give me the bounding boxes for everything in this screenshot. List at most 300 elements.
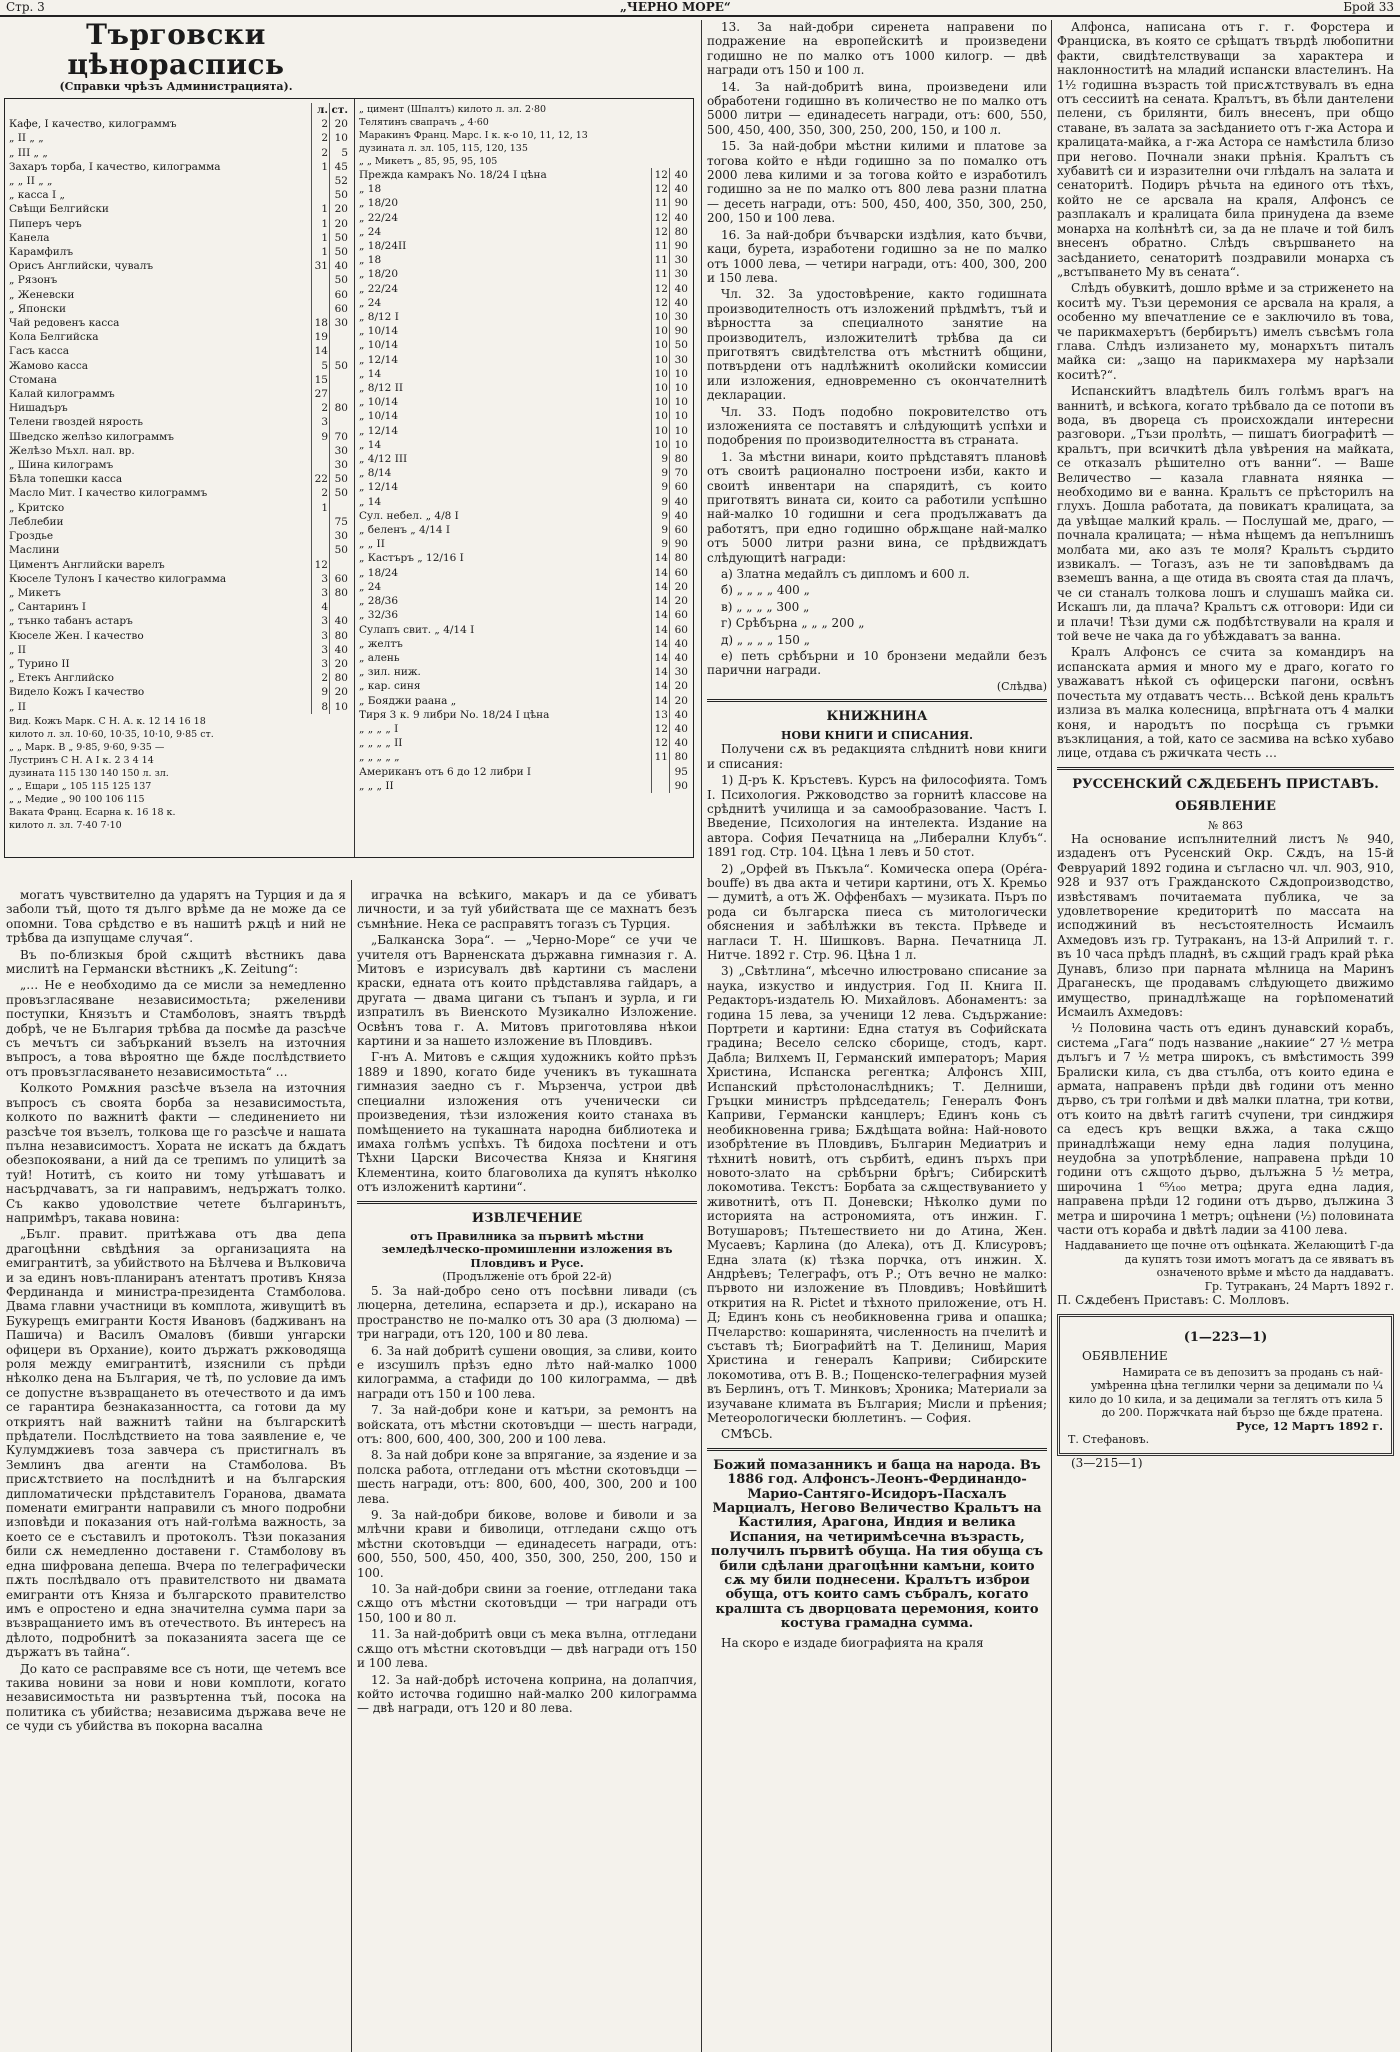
price-item-name: „ Микетъ [9,586,61,599]
price-item-name: „ 14 [359,367,382,380]
price-item-name: „ II „ „ [9,132,44,145]
price-row [359,296,689,310]
price-stotinki: 20 [329,117,349,131]
price-item-name: „ 24 [359,225,382,238]
price-row [359,509,689,523]
price-row [9,543,349,557]
price-item-name: „ „ „ „ II [359,737,403,750]
price-row [9,273,349,287]
price-row [9,231,349,245]
price-item-name: Желѣзо Мъхл. нал. вр. [9,444,135,457]
note: № 863 [1208,818,1243,832]
price-item-name: „ 18/20 [359,268,399,281]
price-row [359,381,689,395]
price-row [359,409,689,423]
price-leva: 2 [311,401,329,415]
price-item-name: „ 18/24 [359,566,399,579]
price-stotinki: 60 [329,302,349,316]
price-note-line: „ цимент (Шпалтъ) килото л. зл. 2·80 [359,104,547,115]
price-item-name: „ касса I „ [9,189,65,202]
price-stotinki: 90 [669,196,689,210]
price-item-name: „ 10/14 [359,325,399,338]
price-note-line: „ „ Марк. В „ 9·85, 9·60, 9·35 — [9,742,165,753]
price-stotinki: 20 [669,694,689,708]
price-leva [311,288,329,302]
price-list-subtitle: (Справки чрѣзъ Администрацията). [59,80,293,93]
price-item-name: Видело Кожъ I качество [9,686,145,699]
price-table-divider [354,99,355,857]
price-item-name: Стомана [9,373,57,386]
price-item-name: Пиперъ черъ [9,217,82,230]
price-row [9,558,349,572]
column-rule-3 [1051,20,1052,2052]
price-leva [311,273,329,287]
price-item-name: „ 24 [359,296,382,309]
paragraph: Слѣдъ обувкитѣ, дошло врѣме и за стриженето на коситѣ му. Тъзи церемония се арсвала на краля, а особенно му впечатление се е заключило въ това, че парикмахерътъ (бербирътъ) имелъ съвсѣмъ гола глава. Слѣдъ излизането му, монархътъ питалъ майка си: „защо на парикмахера му нарѣзали коситѣ?“. [1057,281,1394,382]
price-row [9,600,349,614]
price-stotinki: 80 [669,452,689,466]
price-row [359,637,689,651]
price-row [9,302,349,316]
price-note-line: Телятинъ свапрачъ „ 4·60 [359,117,489,128]
note: (Продълженiе отъ брой 22-й) [442,1270,612,1284]
price-table-left-header: л. ст. [9,103,349,117]
price-row [9,330,349,344]
price-item-name: „ Рязонъ [9,274,58,287]
price-row [9,700,349,714]
price-note-line: „ „ Микетъ „ 85, 95, 95, 105 [359,156,498,167]
price-leva: 12 [651,182,669,196]
price-row [359,225,689,239]
paragraph: СМѢСЬ. [721,1427,773,1442]
price-item-name: Калай килограммъ [9,388,115,401]
price-item-name: „ 12/14 [359,481,399,494]
paragraph: 11. За най-добритѣ овци съ мека вълна, отгледани сѫщо отъ мѣстни скотовъдци — двѣ награди отъ 150 и 100 лева. [357,1627,697,1671]
price-item-name: Гасъ касса [9,345,69,358]
price-row [9,643,349,657]
price-leva: 14 [651,651,669,665]
price-item-name: „ 8/12 I [359,311,399,324]
price-row [9,685,349,699]
price-stotinki [329,344,349,358]
price-item-name: „ Етекъ Английско [9,672,114,685]
price-leva: 27 [311,387,329,401]
price-leva: 9 [651,509,669,523]
price-item-name: „ 14 [359,495,382,508]
paragraph: П. Сѫдебенъ Приставъ: С. Молловъ. [1057,1293,1290,1308]
price-stotinki: 40 [669,637,689,651]
page-header [0,0,1400,14]
price-stotinki: 40 [669,282,689,296]
price-row [359,438,689,452]
price-stotinki: 80 [669,225,689,239]
price-stotinki: 40 [329,614,349,628]
price-stotinki: 10 [669,424,689,438]
price-leva: 2 [311,131,329,145]
advertisement-line: Намирата се въ депозитъ за продань съ най-умѣренна цѣна теглилки черни за децимали по ¼ кило до 10 кила, и за децимали за теглятъ отъ кила 5 до 200. Поржчката най бързо ще бѫде пратена. [1068,1365,1383,1420]
price-stotinki: 50 [329,188,349,202]
price-item-name: Свѣщи Белгийски [9,203,109,216]
price-leva: 8 [311,700,329,714]
price-leva: 9 [651,523,669,537]
price-row [359,779,689,793]
price-stotinki: 70 [669,466,689,480]
price-item-name: „ „ „ „ I [359,722,399,735]
paragraph: Алфонса, написана отъ г. г. Форстера и Франциска, въ която се срѣщатъ твърдѣ любопитни факти, свидѣтелствуващи за характера и наклонноститѣ на младий испански властелинъ. На 1½ годишна възрасть той присѫтствувалъ въ една отъ сессиитѣ на сената. Кралътъ, въ бѣли дантелени пелени, съ брилянти, билъ внесенъ, при общо ставане, въ залата за засѣданието отъ г-жа Астора и кралицата-майка, а г-жа Астора се намѣстила близо при негово. Почнали знаки прѣнія. Кралътъ съ хубавитѣ си и изразителни очи глѣдалъ на залата и сенаторитѣ. Подиръ рѣчьта на единого отъ тѣхъ, който не се арсвала на краля, Алфонсъ се разплакалъ и кралицата била принудена да вземе монарха на колѣнѣтѣ си, за да не плаче и той билъ внесенъ обратно. Слѣдъ свършването на засѣданието, сенаторитѣ поздравили монарха съ „встъпването Му въ сената“. [1057,20,1394,279]
price-leva: 5 [311,359,329,373]
price-item-name: „ II [9,700,27,713]
price-item-name: Тиря 3 к. 9 либри No. 18/24 I цѣна [359,708,550,721]
price-row [359,324,689,338]
price-leva: 22 [311,472,329,486]
price-item-name: „ зил. ниж. [359,666,421,679]
price-item-name: Захаръ торба, I качество, килограмма [9,160,221,173]
price-stotinki: 60 [669,608,689,622]
price-item-name: Сул. небел. „ 4/8 I [359,509,459,522]
price-list-box [4,98,694,858]
price-stotinki: 20 [329,685,349,699]
price-leva: 3 [311,614,329,628]
price-item-name: „ 18 [359,183,382,196]
price-row [359,196,689,210]
price-row [9,458,349,472]
price-leva: 12 [651,225,669,239]
paragraph: 12. За най-добрѣ источена коприна, на долапчия, който источва годишно най-малко 200 килограмма — двѣ награди, отъ 120 и 80 лева. [357,1672,697,1716]
price-stotinki: 90 [669,537,689,551]
price-leva: 14 [311,344,329,358]
price-leva: 14 [651,637,669,651]
price-stotinki: 50 [329,359,349,373]
price-table-left [9,103,349,714]
section-heading: ОБЯВЛЕНИЕ [1175,799,1276,815]
price-stotinki: 80 [669,750,689,764]
section-rule [1057,767,1394,770]
paragraph: Чл. 33. Подъ подобно покровителство отъ изложенията се поставятъ и слѣдующитѣ успѣхи и подобрения по производителността въ страната. [707,404,1047,448]
note: Наддаванието ще почне отъ оцѣнката. Желающитѣ Г-да да купятъ този имотъ могатъ да се явяватъ въ означеното врѣме и мѣсто да наддаватъ. [1064,1239,1394,1280]
issue-number: Брой 33 [1343,0,1394,14]
paragraph: Г-нъ А. Митовъ е сѫщия художникъ който прѣзъ 1889 и 1890, когато биде ученикъ въ тукашната гимназия заедно съ г. Мързенча, устрои двѣ специални изложения отъ ученически си произведения, тѣзи изложения които станаха въ помѣщението на тукашната народна библиотека и имаха голѣмъ успѣхъ. Тѣ бидоха посѣтени и отъ Тѣхни Царски Височества Княза и Княгиня Клементина, които благоволиха да купятъ нѣколко отъ изложенитѣ картини“. [357,1050,697,1195]
price-item-name: Масло Мит. I качество килограммъ [9,487,208,500]
price-item-name: Циментъ Английски варелъ [9,558,165,571]
price-stotinki: 45 [329,160,349,174]
price-stotinki: 80 [329,671,349,685]
paragraph: 3) „Свѣтлина“, мѣсечно илюстровано списание за наука, изкуство и индустрия. Год II. Книга II. Редакторъ-издатель Ю. Михайловъ. Абонаментъ: за година 15 лева, за ученици 12 лева. Съдържание: Портрети и картини: Една статуя въ Софийската градина; Весело селско сборище, стодъ, карт. Дабла; Вилхемъ II, Германский императоръ; Мария Христина, Испанска регентка; Алфонсъ XIII, Испанский прѣстолонаслѣдникъ; Т. Делниши, Гръцки министръ прѣдседатель; Генералъ Фонъ Каприви, Германски канцлеръ; Единъ конь съ необикновенна грива; Бѫдѣщата война: Най-новото изобрѣтение въ Пловдивъ, Българин Медиатриъ и тѣхнитѣ новитѣ, отъ сърбитѣ, единъ пърхъ при новото-злато на срѣбърни брѣгъ; Сибирскитѣ локомотива. Текстъ: Борбата за сѫществуванието у животнитѣ, отъ П. Доневски; Нѣколко думи по историята на астрономията, отъ инжин. Г. Вотушаровъ; Пътешествието ни до Атина, Жен. Мусаевъ; Карлина (до Алека), отъ Д. Клисуровъ; Една злата (к) тѣзка порчка, отъ инжин. Х. Андрѣевъ; Телеграфъ, отъ Р.; Отъ вечно не малко: първото ни изложение въ Пловдивъ; Новѣйшитѣ открития на R. Pictet и тѣхното приложение, отъ Н. Д; Единъ конь съ необикновенна грива и опашка; Пчеларство: кошаринята, численность на пчелитѣ и съставъ тѣ; Биографийтѣ на Т. Делиниш, Мария Христина и генералъ Каприви; Сибирските локомотива, отъ В. В.; Пощенско-телеграфния музей въ Берлинъ, отъ Т. Минковъ; Хроника; Материали за изучаване климата въ България; Мисли и прѣения; Метеорологически бюллетинъ. — София. [707,964,1047,1425]
price-stotinki: 20 [669,580,689,594]
section-heading: (1—223—1) [1183,1329,1268,1345]
paragraph: (3—215—1) [1071,1455,1143,1470]
price-stotinki: 50 [329,231,349,245]
price-leva: 9 [311,430,329,444]
price-leva [651,765,669,779]
price-item-name: Шведско желѣзо килограммъ [9,430,174,443]
price-note-line: „ „ Медие „ 90 100 106 115 [9,794,145,805]
price-item-name: „ кар. синя [359,680,421,693]
price-stotinki: 40 [669,722,689,736]
paragraph: а) Златна медайлъ съ дипломъ и 600 л. [721,567,970,582]
price-row [9,629,349,643]
price-leva: 11 [651,196,669,210]
price-row [359,182,689,196]
price-note-line: дузината л. зл. 105, 115, 120, 135 [359,143,528,154]
price-item-name: „ III „ „ [9,146,48,159]
price-leva: 9 [311,685,329,699]
price-row [359,736,689,750]
paragraph: 2) „Орфей въ Пъкъла“. Комическа опера (Opéra-bouffe) въ два акта и четири картини, отъ Х. Кремьо — думитѣ, а отъ Ж. Оффенбахъ — музиката. Пъръ по рода си българска пиеса съ митологически обяснения и забѣлѣжки въ текста. Прѣведе и нагласи Т. Н. Шишковъ. Варна. Печатница Л. Нитче. 1892 г. Стр. 96. Цѣна 1 л. [707,861,1047,962]
paragraph: 5. За най-добро сено отъ посѣвни ливади (съ люцерна, детелина, еспарзета и др.), искарано на пространство не по-малко отъ 30 ара (3 дюлюма) — три награди, отъ 120, 100 и 80 лева. [357,1283,697,1342]
price-item-name: „ 12/14 [359,424,399,437]
price-leva: 3 [311,586,329,600]
paragraph: е) петь срѣбърни и 10 бронзени медайли безъ парични награди. [707,649,1047,678]
column-1-text [6,888,346,2048]
price-row [359,367,689,381]
price-stotinki: 60 [329,572,349,586]
price-row [9,217,349,231]
paragraph: Чл. 32. За удостовѣрение, както годишната производителность отъ изложений прѣдмѣтъ, тъй и вѣрността за специалното занятие на производителъ, изложителитѣ трѣбва да си приготвятъ свидѣтелства отъ мѣстнитѣ общини, потвърдени отъ надлѣжнитѣ околийски комиссии или изложения, едновременно съ окончателнитѣ декларации. [707,287,1047,403]
price-row [359,708,689,722]
price-item-name: „ Женевски [9,288,75,301]
price-item-name: „ 22/24 [359,282,399,295]
price-stotinki: 10 [669,409,689,423]
price-leva: 14 [651,594,669,608]
price-stotinki: 30 [669,267,689,281]
price-note-line: Маракинъ Франц. Марс. I к. к-о 10, 11, 12, 13 [359,130,588,141]
column-rule-1 [351,880,352,2052]
price-stotinki [329,415,349,429]
price-item-name: „ 10/14 [359,410,399,423]
advertisement-line: Русе, 12 Мартъ 1892 г. [1236,1419,1383,1433]
price-leva: 4 [311,600,329,614]
paragraph: Получени сѫ въ редакцията слѣднитѣ нови книги и списания: [707,742,1047,771]
paragraph: 10. За най-добри свини за гоение, отгледани така сѫщо отъ мѣстни скотовъдци — три награди отъ 150, 100 и 80 л. [357,1582,697,1625]
price-note-line: килото л. зл. 10·60, 10·35, 10·10, 9·85 ст. [9,729,214,740]
price-note-line: килото л. зл. 7·40 7·10 [9,820,122,831]
price-row [9,401,349,415]
price-row [9,117,349,131]
price-leva: 1 [311,202,329,216]
price-note-line: Вид. Кожъ Марк. С Н. А. к. 12 14 16 18 [9,716,206,727]
price-leva: 2 [311,117,329,131]
price-row [359,722,689,736]
price-item-name: „ 4/12 III [359,453,408,466]
price-stotinki: 10 [669,438,689,452]
newspaper-name: „ЧЕРНО МОРЕ“ [620,0,731,14]
price-stotinki [329,501,349,515]
section-rule [707,1448,1047,1451]
price-row [359,310,689,324]
column-3-text [707,20,1047,2050]
price-row [9,316,349,330]
price-row [359,665,689,679]
paragraph: 8. За най добри коне за впрягание, за яздение и за полска работа, отгледани отъ мѣстни скотовъдци — шесть награди, отъ: 800, 600, 400, 300, 200 и 100 лева. [357,1448,697,1506]
price-row [9,472,349,486]
price-item-name: „ II [9,643,27,656]
price-stotinki: 50 [329,472,349,486]
price-item-name: Орисъ Английски, чувалъ [9,260,154,273]
price-stotinki: 80 [329,586,349,600]
price-stotinki: 75 [329,515,349,529]
price-leva: 3 [311,572,329,586]
price-stotinki: 60 [669,623,689,637]
paragraph: могатъ чувствително да ударятъ на Турция и да я заболи тъй, щото тя дълго врѣме да не може да се опомни. Това срѣдство е въ нашитѣ рѫцѣ и ний не трѣбва да изпущаме случая“. [6,888,346,946]
price-item-name: „ 18/24II [359,240,407,253]
price-row [359,267,689,281]
price-stotinki: 20 [669,679,689,693]
price-row [359,537,689,551]
price-item-name: „ 18/20 [359,197,399,210]
price-stotinki: 5 [329,146,349,160]
paragraph: 15. За най-добри мѣстни килими и платове за тогова който е нѣди годишно за по помалко отъ 2000 лева килими и за тогова който е изработилъ годишно за не по малко отъ 800 лева разни платна — десеть награди, отъ: 500, 450, 400, 350, 300, 250, 200, 150 и 100 лева. [707,139,1047,226]
price-item-name: Кюселе Жен. I качество [9,629,144,642]
price-row [359,523,689,537]
section-heading: ИЗВЛЕЧЕНИЕ [471,1210,583,1226]
price-list-title: Търговски цѣнораспись [67,20,285,81]
price-row [359,239,689,253]
price-row [359,623,689,637]
price-stotinki: 10 [329,131,349,145]
price-leva: 10 [651,324,669,338]
price-row [359,594,689,608]
price-row [359,580,689,594]
price-stotinki: 60 [669,523,689,537]
price-row [359,750,689,764]
price-leva [311,188,329,202]
price-row [359,608,689,622]
price-item-name: „ Сантаринъ I [9,601,87,614]
price-table-notes [9,715,349,832]
price-row [9,146,349,160]
price-stotinki: 40 [669,296,689,310]
price-note-line: дузината 115 130 140 150 л. зл. [9,768,169,779]
price-stotinki: 60 [669,480,689,494]
price-stotinki: 30 [329,458,349,472]
price-item-name: Прежда камракъ No. 18/24 I цѣна [359,169,547,181]
price-stotinki: 52 [329,174,349,188]
price-row [9,131,349,145]
price-stotinki [329,330,349,344]
price-item-name: „ Японски [9,302,67,315]
advertisement-line: ОБЯВЛЕНИЕ [1082,1349,1168,1364]
price-stotinki: 60 [669,566,689,580]
price-leva: 9 [651,495,669,509]
price-item-name: Кюселе Тулонъ I качество килограмма [9,572,227,585]
price-stotinki: 10 [669,381,689,395]
price-row [9,344,349,358]
paragraph: 14. За най-добритѣ вина, произведени или обработени годишно въ количество не по малко отъ 5000 литри — единадесеть награди, отъ: 600, 550, 500, 450, 400, 350, 300, 250, 200, 150, и 100 л. [707,79,1047,137]
price-row [9,415,349,429]
price-item-name: Бѣла топешки касса [9,473,123,486]
note: (Слѣдва) [996,679,1047,693]
price-leva: 10 [651,424,669,438]
price-item-name: Леблебии [9,515,64,528]
price-item-name: Карамфилъ [9,246,74,259]
price-row [359,211,689,225]
price-row [9,430,349,444]
price-stotinki: 20 [329,217,349,231]
price-stotinki: 30 [329,316,349,330]
price-item-name: „ 10/14 [359,396,399,409]
paragraph: б) „ „ „ „ 400 „ [721,583,810,598]
price-leva: 3 [311,643,329,657]
price-row [9,657,349,671]
paragraph: 1. За мѣстни винари, които прѣдставятъ плановѣ отъ своитѣ рационално построени изби, както и своитѣ инвентари на спарядитѣ, съ които приготвятъ винатa си, които са работили успѣшно най-малко 10 годишни и сега продължаватъ да работятъ, при едно годишно обрѫщане най-малко отъ 5000 литри разни вина, се прѣдвиждатъ слѣдующитѣ награди: [707,449,1047,565]
price-leva: 14 [651,566,669,580]
paragraph: Кралъ Алфонсъ се счита за командиръ на испанската армия и много му е драго, когато го уважаватъ нѣкой съ офицерски пагони, освѣнъ почестьта му отдаватъ честь… Всѣкой день кральтъ излиза въ малка колесница, впрѣгната отъ 4 малки коня, и народътъ по посрѣща съ гръмки възклицания, а той, като се засмива на всѣко хубаво лице, отдава съ ржичката честь … [1057,645,1394,761]
paragraph: 6. За най добритѣ сушени овощия, за сливи, които е изсушилъ прѣзъ едно лѣто най-малко 1000 килограмма, а стафиди до 100 килограмма, — двѣ награди отъ 150 и 100 лева. [357,1343,697,1401]
price-leva: 12 [651,211,669,225]
price-stotinki: 95 [669,765,689,779]
note: Гр. Тутраканъ, 24 Мартъ 1892 г. [1204,1279,1394,1293]
price-stotinki: 50 [669,338,689,352]
price-leva: 1 [311,245,329,259]
price-item-name: „ 22/24 [359,211,399,224]
price-leva: 12 [651,282,669,296]
price-stotinki: 50 [329,543,349,557]
price-leva: 2 [311,671,329,685]
price-stotinki: 10 [669,367,689,381]
price-leva: 19 [311,330,329,344]
paragraph: „Бълг. правит. притѣжава отъ два депа драгоцѣнни свѣдѣния за организацията на емигрантитѣ, за убийството на Бѣлчева и Вълковича и за единъ новъ-планиранъ атентатъ противъ Княза Фердинанда и министра-президента Стамболова. Двама главни участници въ комплота, живущитѣ въ Букурещъ емигранти Костя Ивановъ (бадживанъ на Пашича) и Василъ Омаловъ (бивши унгарски офицери въ Орхание), които държатъ ржководяща роля между емигрантитѣ, изяснили съ прѣди нѣколко дена на България, че тѣ, по условие да имъ се допустне възвращането въ отечеството и да имъ се гарантира безнаказанността, са готови да му откриятъ най важнитѣ тайни на българскитѣ прѣдатели. Послѣдствието на това заявление е, че Кулумджиевъ тоза завчера съ пристигналъ въ Землинъ два агенти на Стамболова. Въ присѫтствието на послѣднитѣ и на българския дипломатически прѣдставителъ Горанова, двамата поменати емигранти направили съ много подробни изповѣди и показания отъ най-голѣма важность, за което се е съставилъ и протоколъ. Тѣзи показания били сѫ немедленно доставени г. Стамболову въ една шифрована депеша. Вчера по телеграфически пѫть послѣдвало отъ правителството ни двамата емигранти отъ Княза и българското правителство имъ е опростено и една значителна сумма пари за възвращанието имъ въ отечеството. Въ интересъ на дѣлото, подробнитѣ за показанията засега ще се държатъ въ тайна“. [6,1227,346,1660]
paragraph: ½ Половина часть отъ единъ дунавский корабъ, система „Гага“ подъ название „накиие“ 27 ½ метра дълъгъ и 7 ½ метра широкъ, съ вмѣстимость 399 Бралиски кила, съ два стълба, отъ които единa е армата, направенъ прѣди двѣ години отъ менно дърво, съ три голѣми и двѣ малки платна, три котви, отъ които на двѣтѣ гагитѣ счупени, три синджиря са едесъ кръ вещки вѫжа, а така сѫщо принадлѣжащи нему една ладия полуцина, неудобна за употрѣбление, направена прѣди 10 години отъ сѫщото дърво, дълъжна 5 ½ метра, широчина 1 ⁶⁵⁄₁₀₀ метра; друга една ладия, направена прѣди 12 години отъ дърво, дължина 3 метра и широчина 1 метръ; оцѣнени (½) половината части отъ кораба и двѣтѣ ладии за 4100 лева. [1057,1021,1394,1237]
price-stotinki [329,387,349,401]
price-leva: 2 [311,146,329,160]
price-leva: 14 [651,580,669,594]
price-row [9,501,349,515]
advertisement-line: Т. Стефановъ. [1068,1433,1150,1447]
price-stotinki [329,373,349,387]
price-row [359,466,689,480]
price-leva: 1 [311,231,329,245]
price-leva: 18 [311,316,329,330]
price-stotinki: 10 [669,395,689,409]
price-leva: 11 [651,239,669,253]
paragraph: Въ по-близкыя брой сѫщитѣ вѣстникъ дава мислитѣ на Германски вѣстникъ „K. Zeitung“: [6,947,346,977]
price-leva: 10 [651,338,669,352]
paragraph: 1) Д-ръ К. Кръстевъ. Курсъ на философията. Томъ I. Психология. Ржководство за горнитѣ классове на срѣднитѣ училища и за самообразование. Частъ I. Введение, Психология на интелекта. Издание на автора. София Печатница на „Либерални Клубъ“. 1891 год. Стр. 104. Цѣна 1 левъ и 50 стот. [707,773,1047,860]
column-2-text [357,888,697,2048]
header-rule [0,15,1400,17]
paragraph: д) „ „ „ „ 150 „ [721,632,810,647]
price-stotinki: 40 [669,651,689,665]
price-item-name: Американъ отъ 6 до 12 либри I [359,765,532,778]
price-stotinki: 40 [329,259,349,273]
paragraph: 16. За най-добри бъчварски издѣлия, като бъчви, каци, бурета, изработени годишно за не по малко отъ 1000 лева, — четири награди, отъ: 400, 300, 200 и 150 лева. [707,227,1047,285]
paragraph: играчка на всѣкиго, макаръ и да се убиватъ личности, и за туй убийствата ще се махнатъ безъ съмнѣние. Нека се расправятъ тогазъ съ Турция. [357,888,697,931]
paragraph: в) „ „ „ „ 300 „ [721,599,810,614]
price-item-name: „ 10/14 [359,339,399,352]
price-leva: 1 [311,501,329,515]
price-stotinki: 40 [669,736,689,750]
price-stotinki: 40 [669,509,689,523]
price-leva: 10 [651,367,669,381]
section-rule [357,1201,697,1204]
price-stotinki: 50 [329,273,349,287]
price-stotinki: 30 [329,529,349,543]
price-leva: 14 [651,694,669,708]
price-item-name: Телени гвоздей нярость [9,416,143,429]
price-item-name: „ 14 [359,438,382,451]
price-stotinki: 40 [669,168,689,182]
price-item-name: „ Турино II [9,657,70,670]
price-stotinki: 20 [329,657,349,671]
price-row [9,572,349,586]
price-row [359,651,689,665]
section-heading: РУССЕНСКИЙ СѪДЕБЕНЪ ПРИСТАВЪ. [1072,776,1379,792]
price-row [9,671,349,685]
price-leva: 11 [651,253,669,267]
price-item-name: „ „ II „ „ [9,175,53,188]
price-row [9,202,349,216]
paragraph: 9. За най-добри бикове, волове и биволи и за млѣчни крави и биволици, отгледани сѫщо отъ мѣстни скотовъдци — единадесеть награди, отъ: 600, 550, 500, 450, 400, 350, 300, 250, 200, 150 и 100. [357,1508,697,1580]
